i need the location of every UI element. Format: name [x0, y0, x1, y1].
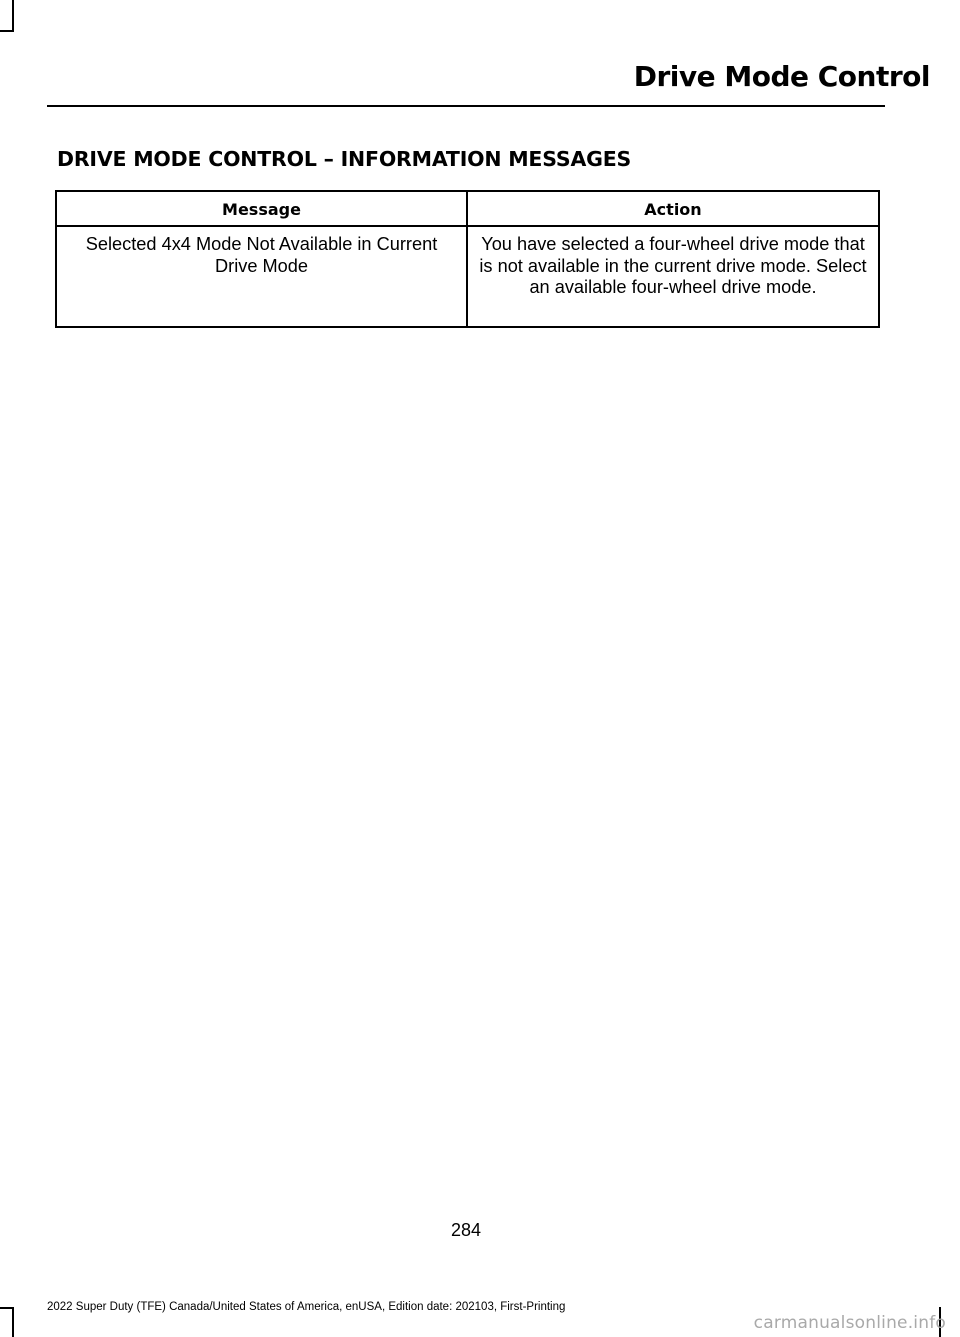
crop-mark-bottom-left [12, 1307, 14, 1337]
edition-footer: 2022 Super Duty (TFE) Canada/United States of America, enUSA, Edition date: 202103, First-Printing [47, 1301, 566, 1313]
table-header-row [56, 191, 879, 226]
column-header-message: Message [56, 191, 467, 226]
crop-mark-top-left [12, 0, 14, 30]
header-divider [47, 105, 885, 107]
column-header-action: Action [467, 191, 879, 226]
table-row [56, 226, 879, 327]
information-messages-table [55, 190, 880, 328]
watermark: carmanualsonline.info [753, 1313, 946, 1333]
page-title: Drive Mode Control [633, 60, 930, 93]
crop-mark-top-left [0, 30, 14, 32]
message-cell: Selected 4x4 Mode Not Available in Current Drive Mode [56, 226, 467, 327]
page-number: 284 [450, 1220, 482, 1240]
section-heading: DRIVE MODE CONTROL – INFORMATION MESSAGES [57, 147, 632, 171]
action-cell: You have selected a four-wheel drive mode that is not available in the current drive mode. Select an available four-wheel drive mode. [467, 226, 879, 327]
